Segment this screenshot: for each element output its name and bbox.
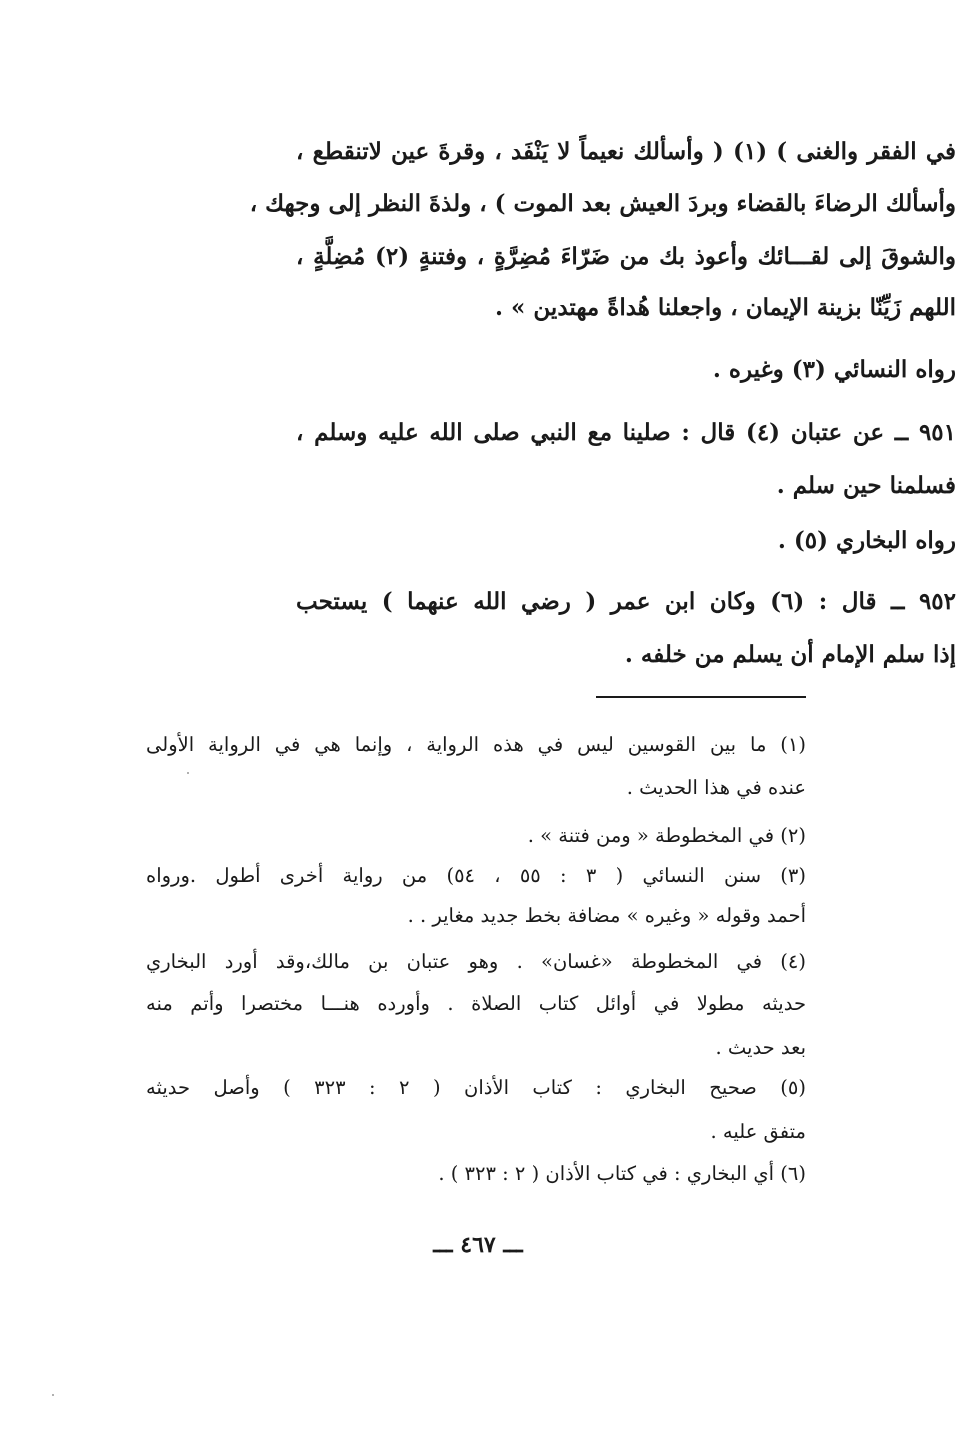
- main-line-3: والشوقَ إلى لقـــائك وأعوذ بك من ضَرّاءَ مُضِرَّةٍ ، وفتنةٍ (٢) مُضِلَّةٍ ،: [296, 243, 956, 270]
- main-line-6: ٩٥١ ــ عن عتبان (٤) قال : صلينا مع النبي صلى الله عليه وسلم ،: [296, 419, 956, 446]
- scan-speck: [52, 1394, 54, 1396]
- footnote-line-9: (٥) صحيح البخاري : كتاب الأذان ( ٢ : ٣٢٣ ) وأصل حديثه: [146, 1076, 807, 1099]
- footnote-line-7: حديثه مطولا في أوائل كتاب الصلاة . وأورده هنـــا مختصرا وأتم منه: [146, 992, 806, 1015]
- main-line-5: رواه النسائي (٣) وغيره .: [712, 356, 956, 383]
- main-line-1: في الفقر والغنى ) (١) ( وأسألك نعيماً لا يَنْفَد ، وقرةَ عين لاتنقطع ،: [296, 138, 956, 165]
- scan-speck: [187, 772, 189, 774]
- page-number: ـــ ٤٦٧ ـــ: [433, 1232, 523, 1258]
- main-line-10: إذا سلم الإمام أن يسلم من خلفه .: [624, 641, 956, 668]
- footnote-line-3: (٢) في المخطوطة « ومن فتنة » .: [527, 824, 806, 847]
- footnote-line-10: متفق عليه .: [710, 1120, 806, 1143]
- main-line-8: رواه البخاري (٥) .: [777, 527, 956, 554]
- footnote-separator: [596, 696, 806, 698]
- main-line-2: وأسألك الرضاءَ بالقضاء وبردَ العيش بعد الموت ) ، ولذةَ النظر إلى وجهك ،: [249, 190, 956, 217]
- main-line-9: ٩٥٢ ــ قال : (٦) وكان ابن عمر ( رضي الله عنهما ) يستحب: [296, 588, 956, 615]
- footnote-line-8: بعد حديث .: [715, 1036, 806, 1059]
- footnote-line-5: أحمد وقوله « وغيره » مضافة بخط جديد مغاير . .: [407, 904, 806, 927]
- main-line-7: فسلمنا حين سلم .: [776, 472, 956, 499]
- footnote-line-11: (٦) أي البخاري : في كتاب الأذان ( ٢ : ٣٢٣ ) .: [438, 1162, 806, 1185]
- footnote-line-1: (١) ما بين القوسين ليس في هذه الرواية ، وإنما هي في الرواية الأولى: [146, 733, 806, 756]
- footnote-line-6: (٤) في المخطوطة «غسان» . وهو عتبان بن مالك،وقد أورد البخاري: [146, 950, 806, 973]
- main-line-4: اللهم زَيِّنّا بزينة الإيمان ، واجعلنا هُداةً مهتدين » .: [495, 294, 956, 321]
- footnote-line-2: عنده في هذا الحديث .: [626, 776, 806, 799]
- footnote-line-4: (٣) سنن النسائي ( ٣ : ٥٥ ، ٥٤) من رواية أخرى أطول .ورواه: [146, 864, 806, 887]
